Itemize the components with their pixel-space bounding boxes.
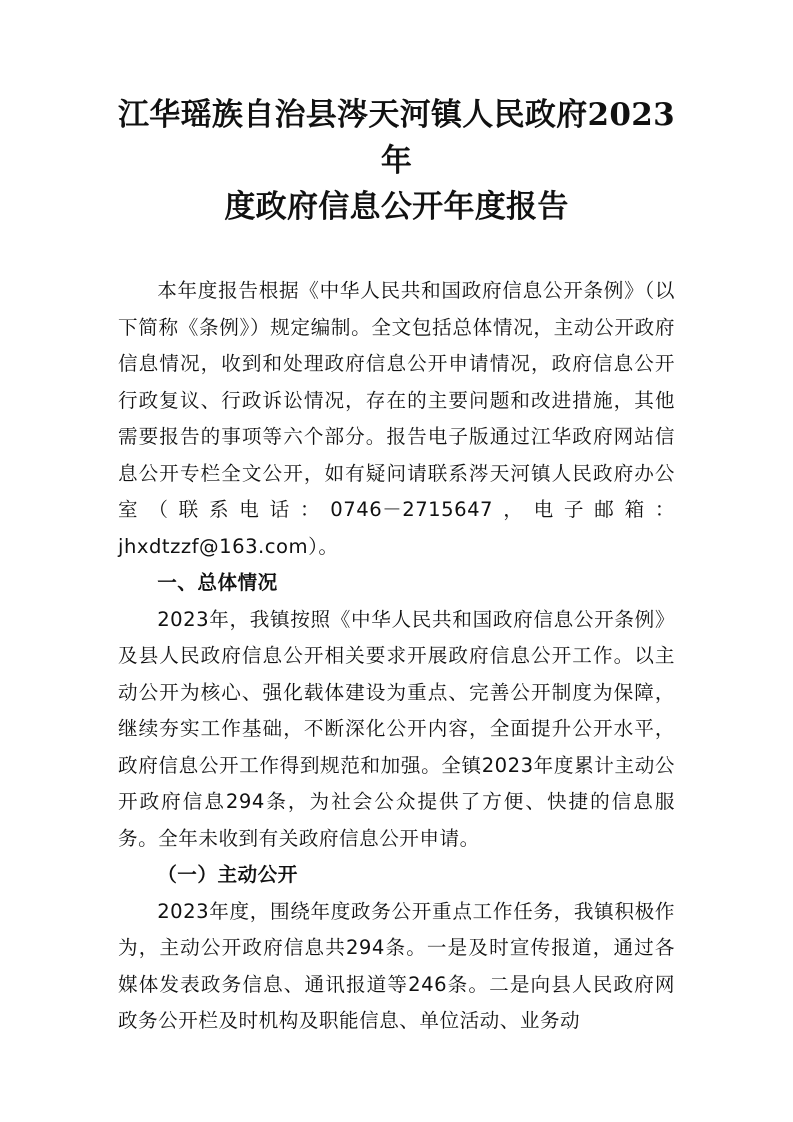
overview-paragraph: 2023年，我镇按照《中华人民共和国政府信息公开条例》及县人民政府信息公开相关要求开展政府信息公开工作。以主动公开为核心、强化载体建设为重点、完善公开制度为保障，继续夯实工作基础，不断深化公开内容，全面提升公开水平，政府信息公开工作得到规范和加强。全镇2023年度累计主动公开政府信息294条，为社会公众提供了方便、快捷的信息服务。全年未收到有关政府信息公开申请。 (118, 607, 675, 850)
intro-paragraph: 本年度报告根据《中华人民共和国政府信息公开条例》（以下简称《条例》）规定编制。全文包括总体情况，主动公开政府信息情况，收到和处理政府信息公开申请情况，政府信息公开行政复议、行政诉讼情况，存在的主要问题和改进措施，其他需要报告的事项等六个部分。报告电子版通过江华政府网站信息公开专栏全文公开，如有疑问请联系涔天河镇人民政府办公室（联系电话：0746－2715647，电子邮箱：jhxdtzzf@163.com）。 (118, 279, 675, 558)
report-title-line-2: 度政府信息公开年度报告 (224, 189, 569, 225)
subsection-heading-proactive-disclosure: （一）主动公开 (157, 863, 298, 886)
report-title-line-1: 江华瑶族自治县涔天河镇人民政府2023年 (118, 97, 675, 179)
section-heading-overview: 一、总体情况 (157, 571, 278, 594)
proactive-disclosure-paragraph: 2023年度，围绕年度政务公开重点工作任务，我镇积极作为，主动公开政府信息共294条。一是及时宣传报道，通过各媒体发表政务信息、通讯报道等246条。二是向县人民政府网政务公开栏及时机构及职能信息、单位活动、业务动 (118, 899, 675, 1032)
report-title (118, 92, 675, 230)
